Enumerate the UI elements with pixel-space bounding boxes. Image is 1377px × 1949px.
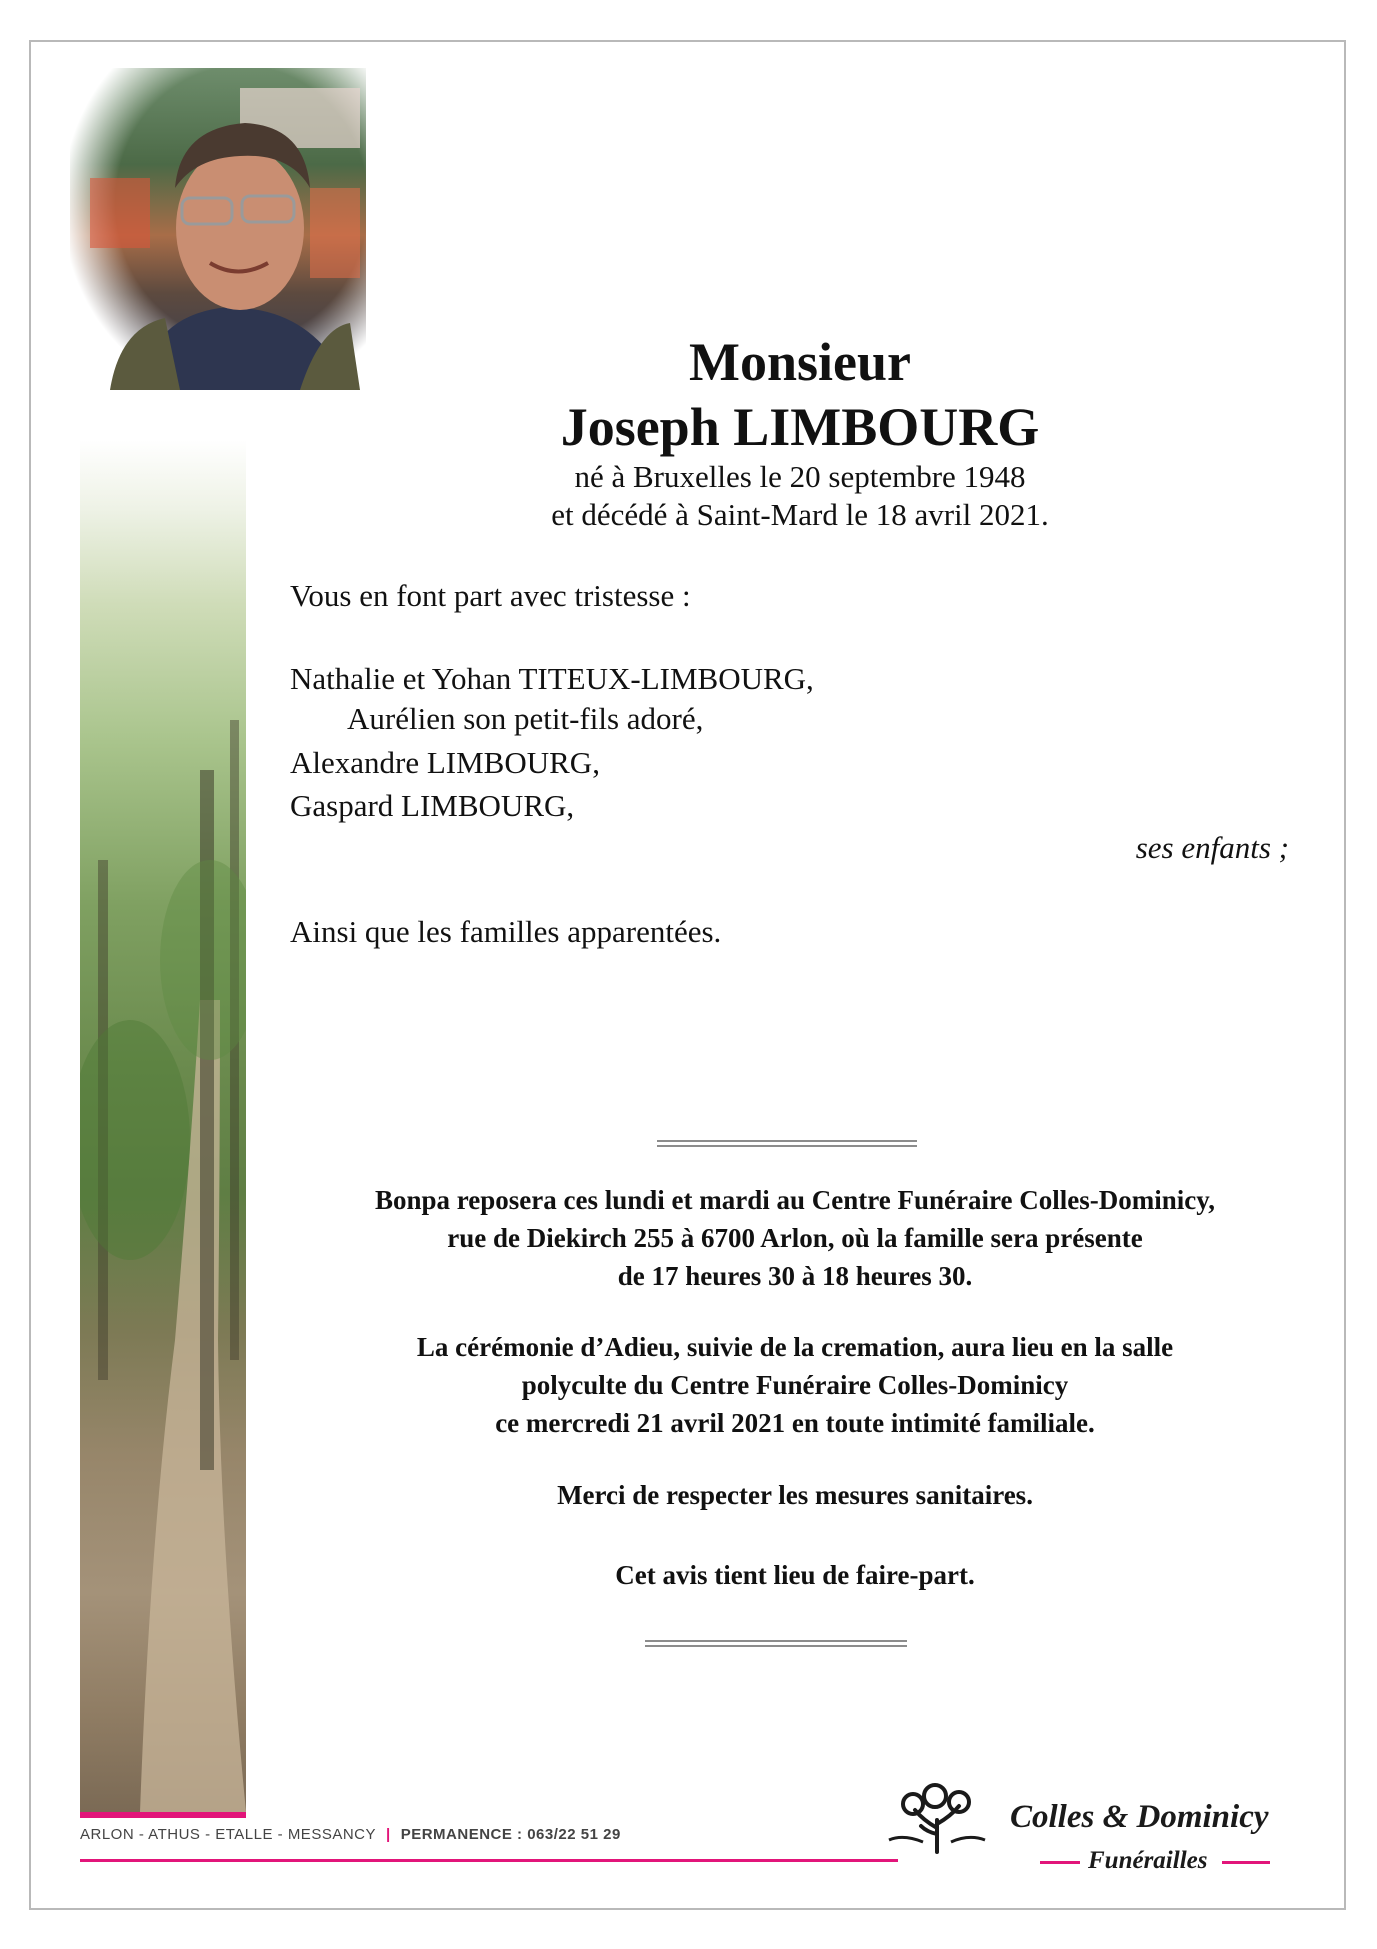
notice-line: rue de Diekirch 255 à 6700 Arlon, où la famille sera présente <box>447 1223 1143 1253</box>
footer-separator: | <box>386 1826 391 1843</box>
divider-top <box>657 1140 917 1147</box>
faire-part-notice: Cet avis tient lieu de faire-part. <box>615 1560 975 1590</box>
footer-info <box>80 1820 621 1850</box>
tree-icon <box>883 1782 991 1854</box>
notice-line: La cérémonie d’Adieu, suivie de la cremation, aura lieu en la salle <box>416 1332 1174 1362</box>
ceremony-notice <box>265 1328 1325 1442</box>
notice-line: Bonpa reposera ces lundi et mardi au Centre Funéraire Colles-Dominicy, <box>375 1185 1215 1215</box>
death-line: et décédé à Saint-Mard le 18 avril 2021. <box>551 497 1049 532</box>
brand-name: Colles & Dominicy <box>1010 1799 1269 1835</box>
birth-line: né à Bruxelles le 20 septembre 1948 <box>574 459 1026 494</box>
title-honorific: Monsieur <box>689 332 911 392</box>
life-dates <box>400 458 1200 534</box>
notice-line: de 17 heures 30 à 18 heures 30. <box>617 1261 973 1291</box>
brand-line-left <box>1040 1861 1080 1864</box>
portrait-illustration <box>70 68 366 390</box>
sanitary-notice: Merci de respecter les mesures sanitaires. <box>557 1480 1033 1510</box>
portrait-photo <box>70 68 366 390</box>
visitation-notice <box>265 1181 1325 1295</box>
notice-line: polyculte du Centre Funéraire Colles-Dominicy <box>521 1370 1069 1400</box>
brand-line-right <box>1222 1861 1270 1864</box>
family-member: Aurélien son petit-fils adoré, <box>347 701 704 736</box>
family-member: Nathalie et Yohan TITEUX-LIMBOURG, <box>290 661 814 696</box>
divider-bottom <box>645 1640 907 1647</box>
forest-illustration <box>80 440 246 1812</box>
brand-subtitle: Funérailles <box>1088 1847 1208 1874</box>
notice-line: ce mercredi 21 avril 2021 en toute intimité familiale. <box>495 1408 1095 1438</box>
accent-stripe <box>80 1812 246 1818</box>
family-role: ses enfants ; <box>1135 830 1289 865</box>
forest-path-image <box>80 440 246 1812</box>
announcement-closing: Ainsi que les familles apparentées. <box>290 914 722 949</box>
announcement-intro: Vous en font part avec tristesse : <box>290 578 691 613</box>
footer-accent-line <box>80 1859 898 1862</box>
deceased-name: Joseph LIMBOURG <box>560 397 1040 457</box>
family-member: Gaspard LIMBOURG, <box>290 788 575 823</box>
family-member: Alexandre LIMBOURG, <box>290 745 600 780</box>
footer-locations: ARLON - ATHUS - ETALLE - MESSANCY <box>80 1826 376 1843</box>
footer-permanence: PERMANENCE : 063/22 51 29 <box>400 1826 621 1843</box>
